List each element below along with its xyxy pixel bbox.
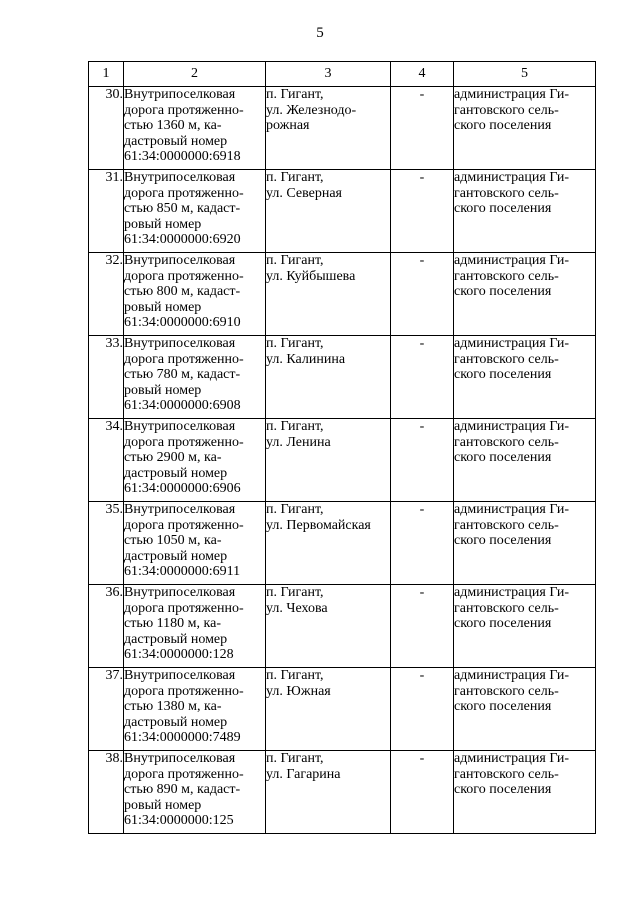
object-address: п. Гигант, ул. Северная [266, 170, 391, 253]
object-address: п. Гигант, ул. Чехова [266, 585, 391, 668]
object-name: Внутрипоселковая дорога протяженно- стью 1380 м, ка- дастровый номер 61:34:0000000:7489 [124, 668, 266, 751]
table-row [89, 253, 596, 336]
object-address: п. Гигант, ул. Железнодо- рожная [266, 87, 391, 170]
object-address: п. Гигант, ул. Гагарина [266, 751, 391, 834]
header-col-2: 2 [124, 62, 266, 87]
table-row [89, 668, 596, 751]
owner: администрация Ги- гантовского сель- ского поселения [454, 419, 596, 502]
table-row [89, 585, 596, 668]
table-row [89, 751, 596, 834]
owner: администрация Ги- гантовского сель- ского поселения [454, 253, 596, 336]
owner: администрация Ги- гантовского сель- ского поселения [454, 751, 596, 834]
header-col-1: 1 [89, 62, 124, 87]
row-number: 34. [89, 419, 124, 502]
table-row [89, 170, 596, 253]
column-4-value: - [391, 502, 454, 585]
row-number: 36. [89, 585, 124, 668]
object-address: п. Гигант, ул. Калинина [266, 336, 391, 419]
object-name: Внутрипоселковая дорога протяженно- стью 800 м, кадаст- ровый номер 61:34:0000000:6910 [124, 253, 266, 336]
row-number: 30. [89, 87, 124, 170]
table-header [89, 62, 596, 87]
owner: администрация Ги- гантовского сель- ского поселения [454, 585, 596, 668]
object-address: п. Гигант, ул. Южная [266, 668, 391, 751]
owner: администрация Ги- гантовского сель- ского поселения [454, 336, 596, 419]
column-4-value: - [391, 336, 454, 419]
column-4-value: - [391, 87, 454, 170]
table-row [89, 419, 596, 502]
object-name: Внутрипоселковая дорога протяженно- стью 890 м, кадаст- ровый номер 61:34:0000000:125 [124, 751, 266, 834]
table-body [89, 87, 596, 834]
object-address: п. Гигант, ул. Ленина [266, 419, 391, 502]
column-4-value: - [391, 170, 454, 253]
object-name: Внутрипоселковая дорога протяженно- стью 780 м, кадаст- ровый номер 61:34:0000000:6908 [124, 336, 266, 419]
object-name: Внутрипоселковая дорога протяженно- стью 2900 м, ка- дастровый номер 61:34:0000000:6906 [124, 419, 266, 502]
header-col-4: 4 [391, 62, 454, 87]
header-row [89, 62, 596, 87]
owner: администрация Ги- гантовского сель- ского поселения [454, 170, 596, 253]
object-address: п. Гигант, ул. Куйбышева [266, 253, 391, 336]
row-number: 31. [89, 170, 124, 253]
table-row [89, 87, 596, 170]
table-row [89, 502, 596, 585]
owner: администрация Ги- гантовского сель- ского поселения [454, 502, 596, 585]
page-number: 5 [316, 25, 324, 41]
object-address: п. Гигант, ул. Первомайская [266, 502, 391, 585]
row-number: 32. [89, 253, 124, 336]
column-4-value: - [391, 751, 454, 834]
table-row [89, 336, 596, 419]
row-number: 33. [89, 336, 124, 419]
row-number: 37. [89, 668, 124, 751]
registry-table [88, 61, 596, 834]
object-name: Внутрипоселковая дорога протяженно- стью 1050 м, ка- дастровый номер 61:34:0000000:6911 [124, 502, 266, 585]
owner: администрация Ги- гантовского сель- ского поселения [454, 668, 596, 751]
header-col-3: 3 [266, 62, 391, 87]
row-number: 35. [89, 502, 124, 585]
object-name: Внутрипоселковая дорога протяженно- стью 850 м, кадаст- ровый номер 61:34:0000000:6920 [124, 170, 266, 253]
owner: администрация Ги- гантовского сель- ского поселения [454, 87, 596, 170]
column-4-value: - [391, 585, 454, 668]
row-number: 38. [89, 751, 124, 834]
column-4-value: - [391, 419, 454, 502]
object-name: Внутрипоселковая дорога протяженно- стью 1360 м, ка- дастровый номер 61:34:0000000:6918 [124, 87, 266, 170]
column-4-value: - [391, 253, 454, 336]
column-4-value: - [391, 668, 454, 751]
header-col-5: 5 [454, 62, 596, 87]
object-name: Внутрипоселковая дорога протяженно- стью 1180 м, ка- дастровый номер 61:34:0000000:128 [124, 585, 266, 668]
